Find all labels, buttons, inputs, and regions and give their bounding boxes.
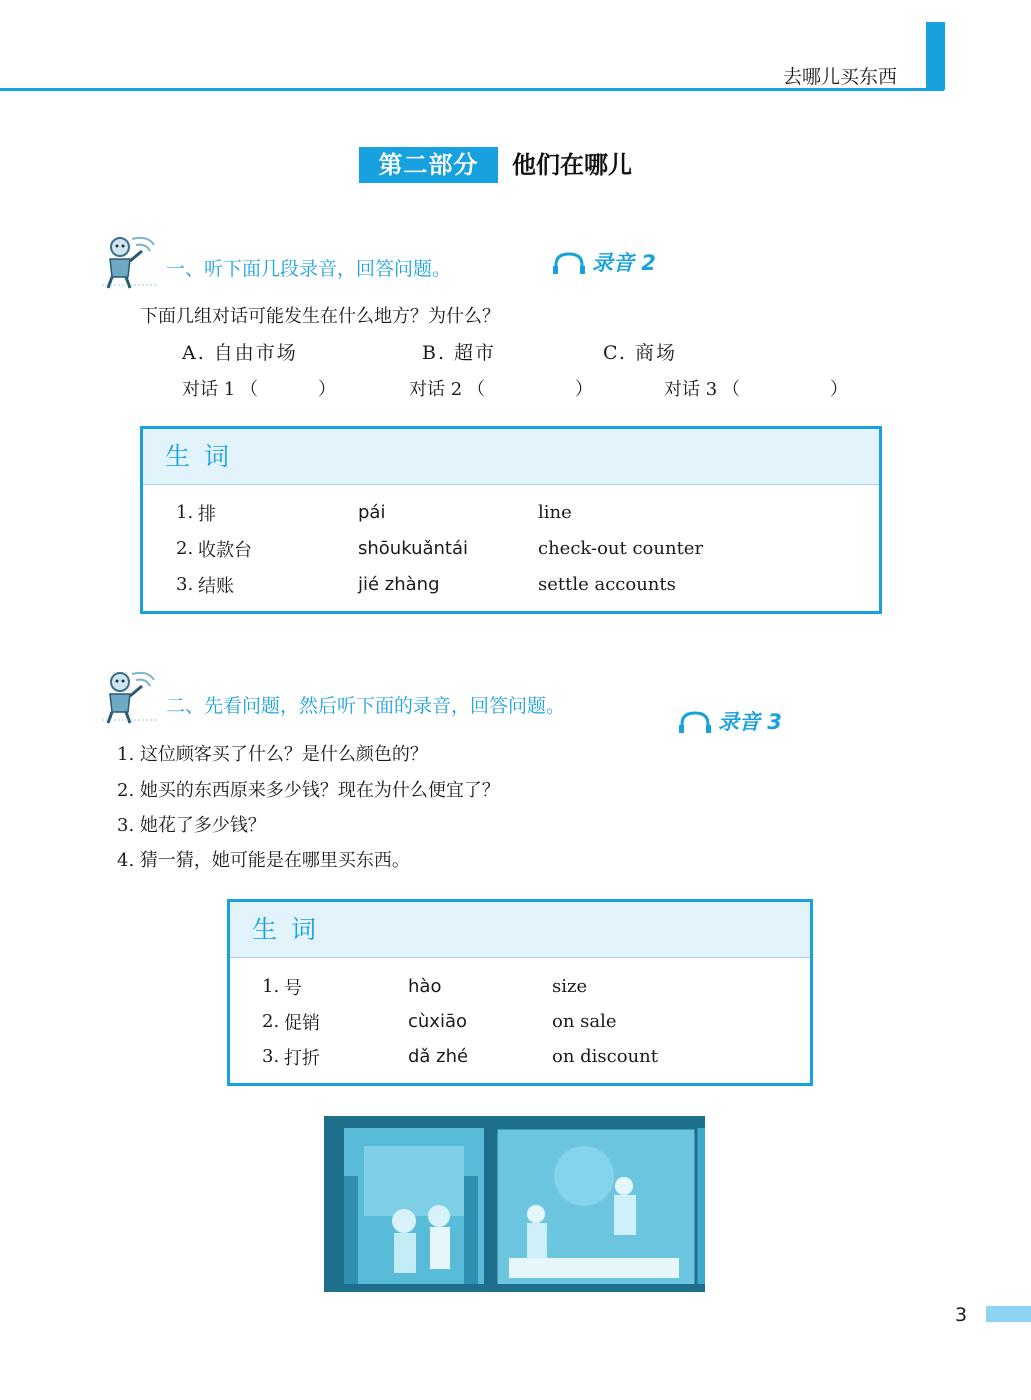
exercise2-question-3: 3. 她花了多少钱？	[117, 815, 266, 836]
answer-3-label: 对话 3	[664, 379, 718, 400]
audio-label: 录音 3	[718, 710, 782, 734]
vocab2-pinyin-3: dǎ zhé	[408, 1046, 469, 1067]
vocab2-hanzi-1: 号	[284, 978, 302, 999]
exercise2-question-4: 4. 猜一猜，她可能是在哪里买东西。	[117, 850, 410, 871]
vocab1-num-1: 1.	[176, 502, 194, 523]
answer-2-open: （	[467, 379, 485, 400]
vocab1-num-3: 3.	[176, 574, 194, 595]
vocab1-english-2: check-out counter	[538, 538, 704, 559]
option-a: A. 自由市场	[182, 342, 298, 364]
vocab-box-1	[140, 426, 882, 614]
vocab1-hanzi-1: 排	[198, 504, 216, 525]
audio-label: 录音 2	[592, 251, 656, 275]
answer-1-open: （	[240, 379, 258, 400]
vocab1-english-3: settle accounts	[538, 574, 676, 595]
vocab-box-2	[227, 899, 813, 1086]
section-badge: 第二部分	[359, 147, 498, 183]
header-tab	[926, 22, 945, 90]
mascot-listening-icon	[98, 233, 158, 289]
vocab1-pinyin-3: jié zhàng	[358, 574, 440, 595]
vocab1-pinyin-2: shōukuǎntái	[358, 538, 469, 559]
page-tab	[986, 1306, 1031, 1322]
answer-2-close: ）	[575, 379, 593, 400]
vocab1-english-1: line	[538, 502, 572, 523]
exercise1-question: 下面几组对话可能发生在什么地方？为什么？	[140, 306, 500, 327]
answer-3-open: （	[722, 379, 740, 400]
answer-3-close: ）	[830, 379, 848, 400]
vocab2-num-1: 1.	[262, 976, 280, 997]
vocab2-english-1: size	[552, 976, 588, 997]
vocab2-english-3: on discount	[552, 1046, 659, 1067]
exercise2-question-2: 2. 她买的东西原来多少钱？现在为什么便宜了？	[117, 780, 500, 801]
mascot-listening-icon	[98, 668, 158, 724]
vocab2-hanzi-3: 打折	[284, 1048, 320, 1069]
exercise2-heading: 二、先看问题，然后听下面的录音，回答问题。	[166, 695, 566, 717]
exercise1-audio[interactable]	[552, 247, 656, 277]
exercise2-question-1: 1. 这位顾客买了什么？是什么颜色的？	[117, 744, 428, 765]
vocab1-hanzi-3: 结账	[198, 576, 234, 597]
answer-1-label: 对话 1	[182, 379, 236, 400]
answer-2-label: 对话 2	[409, 379, 463, 400]
vocab2-pinyin-2: cùxiāo	[408, 1011, 468, 1032]
vocab2-pinyin-1: hào	[408, 976, 442, 997]
vocab1-num-2: 2.	[176, 538, 194, 559]
exercise2-audio[interactable]	[678, 706, 782, 736]
headphones-icon	[552, 252, 586, 274]
vocab1-pinyin-1: pái	[358, 502, 386, 523]
answer-1-close: ）	[318, 379, 336, 400]
exercise1-heading: 一、听下面几段录音，回答问题。	[166, 258, 452, 280]
section-title: 他们在哪儿	[512, 151, 632, 179]
running-title: 去哪儿买东西	[782, 66, 897, 88]
headphones-icon	[678, 711, 712, 733]
option-b: B. 超市	[422, 342, 497, 364]
vocab2-english-2: on sale	[552, 1011, 617, 1032]
vocab2-hanzi-2: 促销	[284, 1013, 320, 1034]
vocab2-num-3: 3.	[262, 1046, 280, 1067]
storefront-photo	[324, 1116, 705, 1292]
option-c: C. 商场	[603, 342, 677, 364]
vocab2-num-2: 2.	[262, 1011, 280, 1032]
vocab-box-1-title: 生词	[143, 429, 879, 485]
page-number: 3	[955, 1304, 968, 1326]
vocab1-hanzi-2: 收款台	[198, 540, 252, 561]
vocab-box-2-title: 生词	[230, 902, 810, 958]
